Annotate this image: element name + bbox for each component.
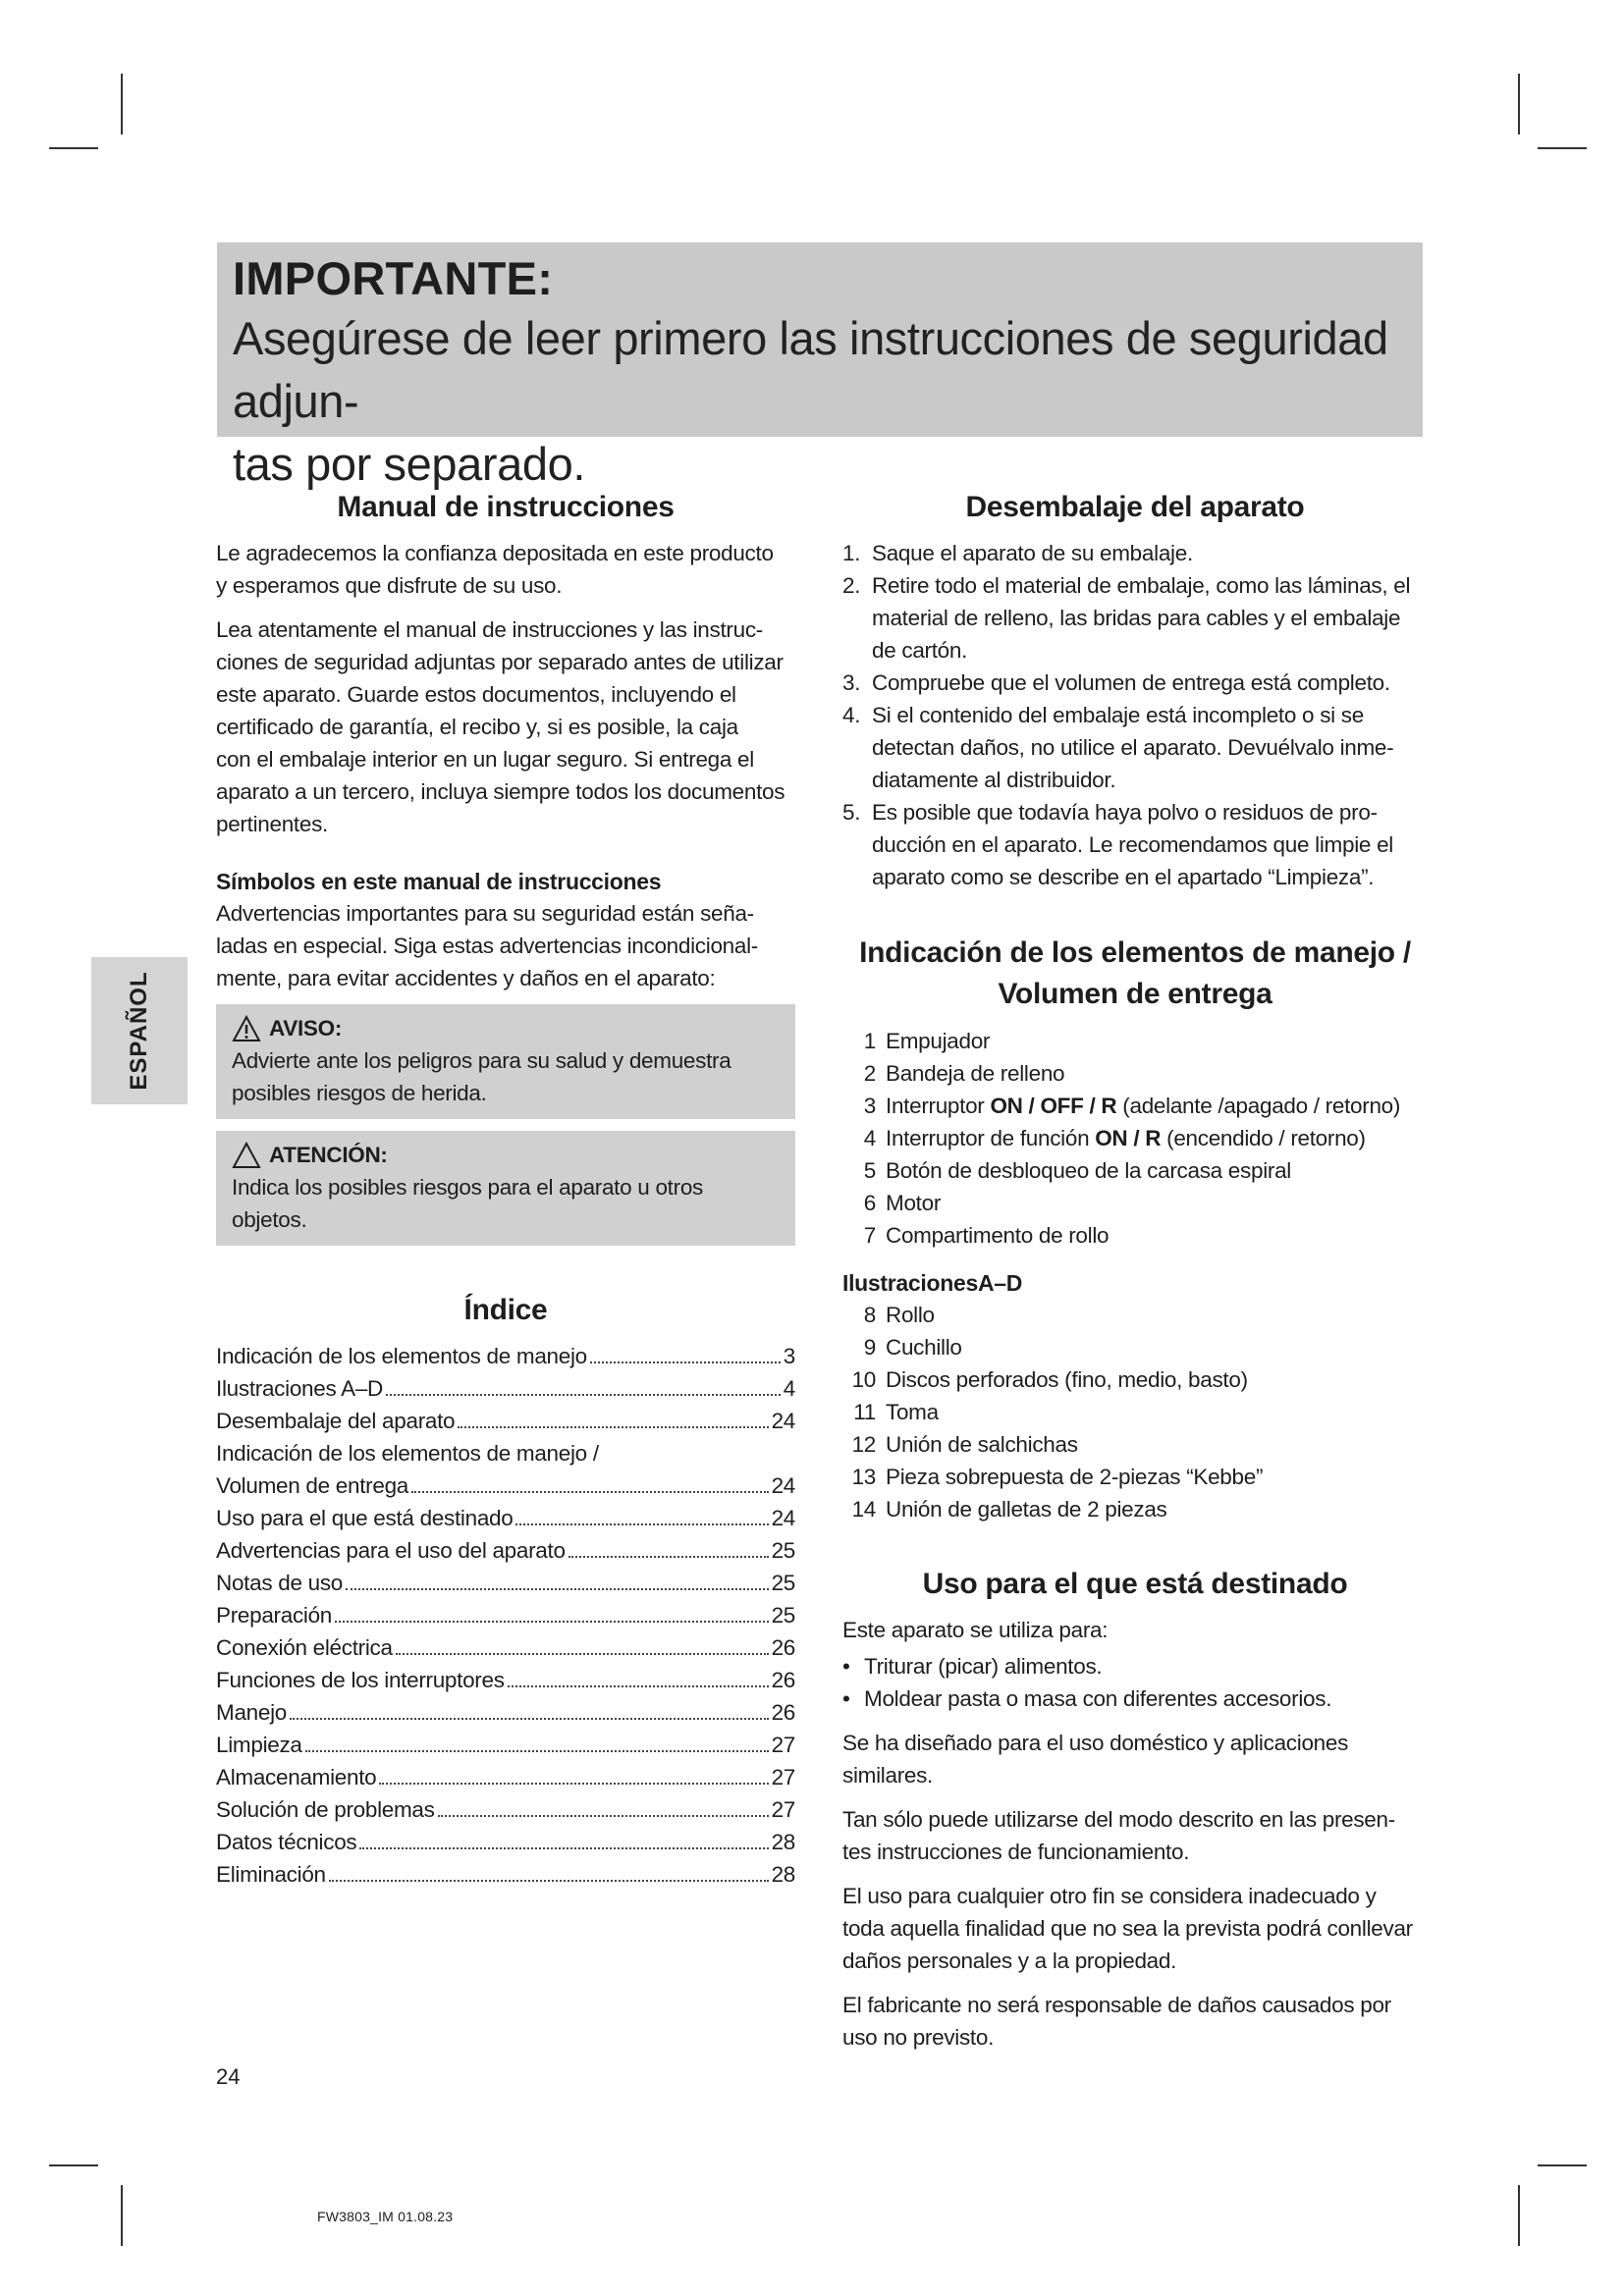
controls-heading bbox=[842, 933, 1428, 1015]
unpack-heading: Desembalaje del aparato bbox=[965, 491, 1305, 523]
text-line: pertinentes. bbox=[216, 812, 328, 836]
right-column bbox=[842, 488, 1428, 2065]
step-number: 1. bbox=[842, 541, 861, 565]
toc-entry[interactable] bbox=[216, 1599, 795, 1631]
footer-code: FW3803_IM 01.08.23 bbox=[317, 2209, 454, 2224]
list-item: 2 Bandeja de relleno bbox=[863, 1061, 1065, 1086]
text-line: objetos. bbox=[232, 1207, 307, 1232]
toc-page: 26 bbox=[771, 1668, 795, 1692]
atencion-notice bbox=[216, 1131, 795, 1246]
use-bullets bbox=[842, 1650, 1428, 1715]
list-item: 4 Interruptor de función ON / R (encendido / retorno) bbox=[863, 1126, 1366, 1150]
toc-page: 24 bbox=[771, 1409, 795, 1433]
toc-title: Conexión eléctrica bbox=[216, 1635, 393, 1660]
toc-leader bbox=[458, 1426, 768, 1428]
parts-list-illustrations bbox=[842, 1299, 1428, 1525]
toc-leader bbox=[290, 1718, 769, 1720]
toc-page: 26 bbox=[771, 1635, 795, 1660]
list-item bbox=[842, 667, 1428, 699]
toc-page: 28 bbox=[771, 1830, 795, 1854]
toc-entry[interactable] bbox=[216, 1469, 795, 1502]
toc-page: 27 bbox=[771, 1797, 795, 1822]
crop-mark bbox=[49, 147, 98, 149]
list-item: • Moldear pasta o masa con diferentes accesorios. bbox=[842, 1686, 1332, 1711]
crop-mark bbox=[1538, 2164, 1587, 2166]
toc-leader bbox=[568, 1556, 769, 1558]
toc-entry[interactable] bbox=[216, 1372, 795, 1405]
list-item: 1 Empujador bbox=[863, 1029, 991, 1053]
toc-leader bbox=[305, 1750, 769, 1752]
list-item: • Triturar (picar) alimentos. bbox=[842, 1654, 1103, 1679]
intended-use-heading: Uso para el que está destinado bbox=[922, 1568, 1348, 1600]
toc-entry[interactable] bbox=[216, 1340, 795, 1372]
toc-leader bbox=[329, 1880, 769, 1882]
step-text: Retire todo el material de embalaje, como las láminas, el material de relleno, las bridas para cables y el embalaje de cartón. bbox=[872, 573, 1411, 663]
toc-entry[interactable] bbox=[216, 1826, 795, 1858]
step-number: 5. bbox=[842, 800, 861, 825]
banner-title: IMPORTANTE: bbox=[233, 252, 554, 304]
crop-mark bbox=[1518, 2185, 1520, 2246]
text-line: aparato a un tercero, incluya siempre todos los documentos bbox=[216, 779, 785, 804]
page-number: 24 bbox=[216, 2064, 241, 2089]
use-paragraph: Tan sólo puede utilizarse del modo descrito en las presen- tes instrucciones de funcionamiento. bbox=[842, 1807, 1395, 1864]
use-paragraph: El uso para cualquier otro fin se considera inadecuado y toda aquella finalidad que no sea la prevista podrá conllevar daños personales y a la propiedad. bbox=[842, 1884, 1413, 1973]
use-intro: Este aparato se utiliza para: bbox=[842, 1618, 1109, 1642]
heading-line: Volumen de entrega bbox=[998, 978, 1272, 1010]
toc-entry[interactable] bbox=[216, 1729, 795, 1761]
list-item bbox=[842, 796, 1428, 893]
text-line: Advertencias importantes para su seguridad están seña- bbox=[216, 901, 754, 926]
toc-entry-first-line: Indicación de los elementos de manejo / bbox=[216, 1441, 599, 1466]
list-item: 5 Botón de desbloqueo de la carcasa espiral bbox=[863, 1158, 1291, 1183]
heading-line: Indicación de los elementos de manejo / bbox=[859, 936, 1411, 969]
toc-page: 26 bbox=[771, 1700, 795, 1725]
list-item: 11 Toma bbox=[853, 1400, 939, 1424]
crop-mark bbox=[1538, 147, 1587, 149]
atencion-title-row bbox=[232, 1139, 780, 1171]
text-line: mente, para evitar accidentes y daños en el aparato: bbox=[216, 966, 716, 990]
language-tab bbox=[91, 957, 188, 1104]
toc-title: Solución de problemas bbox=[216, 1797, 435, 1822]
toc-page: 27 bbox=[771, 1733, 795, 1757]
toc-page: 25 bbox=[771, 1538, 795, 1563]
toc-title: Volumen de entrega bbox=[216, 1473, 409, 1498]
toc-leader bbox=[359, 1847, 768, 1849]
illustrations-heading: IlustracionesA–D bbox=[842, 1270, 1023, 1296]
step-number: 2. bbox=[842, 573, 861, 598]
list-item: 8 Rollo bbox=[863, 1303, 935, 1327]
toc-title: Almacenamiento bbox=[216, 1765, 377, 1789]
step-text: Es posible que todavía haya polvo o residuos de pro- ducción en el aparato. Le recomendamos que limpie el aparato como se describe en el apartado “Limpieza”. bbox=[872, 800, 1393, 889]
text-line: posibles riesgos de herida. bbox=[232, 1081, 487, 1105]
symbols-heading: Símbolos en este manual de instrucciones bbox=[216, 869, 662, 894]
toc-title: Datos técnicos bbox=[216, 1830, 357, 1854]
step-text: Compruebe que el volumen de entrega está completo. bbox=[872, 670, 1390, 695]
toc-title: Preparación bbox=[216, 1603, 333, 1628]
aviso-notice bbox=[216, 1004, 795, 1119]
parts-list bbox=[842, 1025, 1428, 1252]
toc-leader bbox=[346, 1588, 769, 1590]
symbols-paragraph bbox=[216, 897, 795, 994]
toc-title: Desembalaje del aparato bbox=[216, 1409, 456, 1433]
list-item bbox=[842, 699, 1428, 796]
toc-leader bbox=[515, 1523, 768, 1525]
toc-page: 27 bbox=[771, 1765, 795, 1789]
toc-page: 3 bbox=[783, 1344, 795, 1368]
toc-title: Indicación de los elementos de manejo bbox=[216, 1344, 587, 1368]
step-number: 4. bbox=[842, 703, 861, 727]
list-item: 7 Compartimento de rollo bbox=[863, 1223, 1110, 1248]
toc-entry[interactable] bbox=[216, 1696, 795, 1729]
text-line: Lea atentamente el manual de instrucciones y las instruc- bbox=[216, 617, 763, 642]
toc-leader bbox=[438, 1815, 769, 1817]
intro-paragraph bbox=[216, 537, 795, 602]
toc-leader bbox=[590, 1362, 781, 1363]
toc-entry[interactable] bbox=[216, 1858, 795, 1891]
toc-leader bbox=[411, 1491, 769, 1493]
language-tab-label: ESPAÑOL bbox=[126, 971, 152, 1091]
toc-title: Notas de uso bbox=[216, 1571, 343, 1595]
toc-entry[interactable] bbox=[216, 1761, 795, 1793]
list-item: 10 Discos perforados (fino, medio, basto) bbox=[851, 1367, 1248, 1392]
aviso-title-row bbox=[232, 1012, 780, 1044]
unpack-steps bbox=[842, 537, 1428, 893]
text-line: este aparato. Guarde estos documentos, incluyendo el bbox=[216, 682, 736, 707]
text-line: Advierte ante los peligros para su salud y demuestra bbox=[232, 1048, 731, 1073]
toc-title: Limpieza bbox=[216, 1733, 302, 1757]
text-line: Indica los posibles riesgos para el aparato u otros bbox=[232, 1175, 703, 1200]
toc-entry[interactable] bbox=[216, 1502, 795, 1534]
list-item: 9 Cuchillo bbox=[863, 1335, 962, 1360]
read-manual-paragraph bbox=[216, 614, 795, 840]
toc-title: Eliminación bbox=[216, 1862, 326, 1887]
toc-leader bbox=[335, 1621, 769, 1623]
toc-title: Advertencias para el uso del aparato bbox=[216, 1538, 566, 1563]
use-paragraph: El fabricante no será responsable de daños causados por uso no previsto. bbox=[842, 1993, 1391, 2050]
manual-heading: Manual de instrucciones bbox=[337, 491, 675, 523]
list-item: 6 Motor bbox=[863, 1191, 942, 1215]
index-heading: Índice bbox=[463, 1294, 548, 1326]
list-item: 12 Unión de salchichas bbox=[851, 1432, 1078, 1457]
warning-icon bbox=[232, 1142, 261, 1169]
crop-mark bbox=[49, 2164, 98, 2166]
crop-mark bbox=[121, 2185, 123, 2246]
toc-entry[interactable] bbox=[216, 1664, 795, 1696]
text-line: ciones de seguridad adjuntas por separado antes de utilizar bbox=[216, 650, 784, 674]
atencion-title: ATENCIÓN: bbox=[269, 1143, 388, 1167]
toc-title: Funciones de los interruptores bbox=[216, 1668, 505, 1692]
important-banner bbox=[217, 242, 1423, 490]
toc-entry[interactable] bbox=[216, 1793, 795, 1826]
toc-title: Uso para el que está destinado bbox=[216, 1506, 514, 1530]
toc-page: 25 bbox=[771, 1603, 795, 1628]
toc-entry[interactable] bbox=[216, 1405, 795, 1437]
text-line: Le agradecemos la confianza depositada en este producto bbox=[216, 541, 774, 565]
toc-entry[interactable] bbox=[216, 1567, 795, 1599]
toc-leader bbox=[396, 1653, 769, 1655]
toc-entry[interactable] bbox=[216, 1534, 795, 1567]
toc-leader bbox=[508, 1685, 769, 1687]
toc-leader bbox=[386, 1394, 781, 1396]
toc-page: 25 bbox=[771, 1571, 795, 1595]
step-text: Si el contenido del embalaje está incompleto o si se detectan daños, no utilice el aparato. Devuélvalo inme- diatamente al distribuidor. bbox=[872, 703, 1394, 792]
banner-line: Asegúrese de leer primero las instrucciones de seguridad adjun- bbox=[233, 312, 1388, 427]
step-text: Saque el aparato de su embalaje. bbox=[872, 541, 1193, 565]
toc-page: 24 bbox=[771, 1473, 795, 1498]
list-item: 3 Interruptor ON / OFF / R (adelante /apagado / retorno) bbox=[863, 1094, 1401, 1118]
step-number: 3. bbox=[842, 670, 861, 695]
warning-icon bbox=[232, 1015, 261, 1042]
toc-title: Manejo bbox=[216, 1700, 287, 1725]
table-of-contents bbox=[216, 1340, 795, 1891]
text-line: con el embalaje interior en un lugar seguro. Si entrega el bbox=[216, 747, 754, 772]
toc-page: 24 bbox=[771, 1506, 795, 1530]
use-paragraph: Se ha diseñado para el uso doméstico y aplicaciones similares. bbox=[842, 1731, 1349, 1788]
crop-mark bbox=[1518, 74, 1520, 134]
text-line: certificado de garantía, el recibo y, si es posible, la caja bbox=[216, 715, 738, 739]
list-item bbox=[842, 537, 1428, 569]
text-line: y esperamos que disfrute de su uso. bbox=[216, 573, 563, 598]
text-line: ladas en especial. Siga estas advertencias incondicional- bbox=[216, 934, 758, 958]
toc-entry[interactable] bbox=[216, 1631, 795, 1664]
list-item: 13 Pieza sobrepuesta de 2-piezas “Kebbe” bbox=[851, 1465, 1264, 1489]
toc-leader bbox=[379, 1783, 768, 1785]
toc-page: 4 bbox=[783, 1376, 795, 1401]
banner-line: tas por separado. bbox=[233, 438, 585, 490]
crop-mark bbox=[121, 74, 123, 134]
list-item: 14 Unión de galletas de 2 piezas bbox=[851, 1497, 1167, 1522]
left-column bbox=[216, 488, 795, 1891]
aviso-title: AVISO: bbox=[269, 1016, 343, 1041]
toc-page: 28 bbox=[771, 1862, 795, 1887]
list-item bbox=[842, 569, 1428, 667]
toc-title: Ilustraciones A–D bbox=[216, 1376, 383, 1401]
